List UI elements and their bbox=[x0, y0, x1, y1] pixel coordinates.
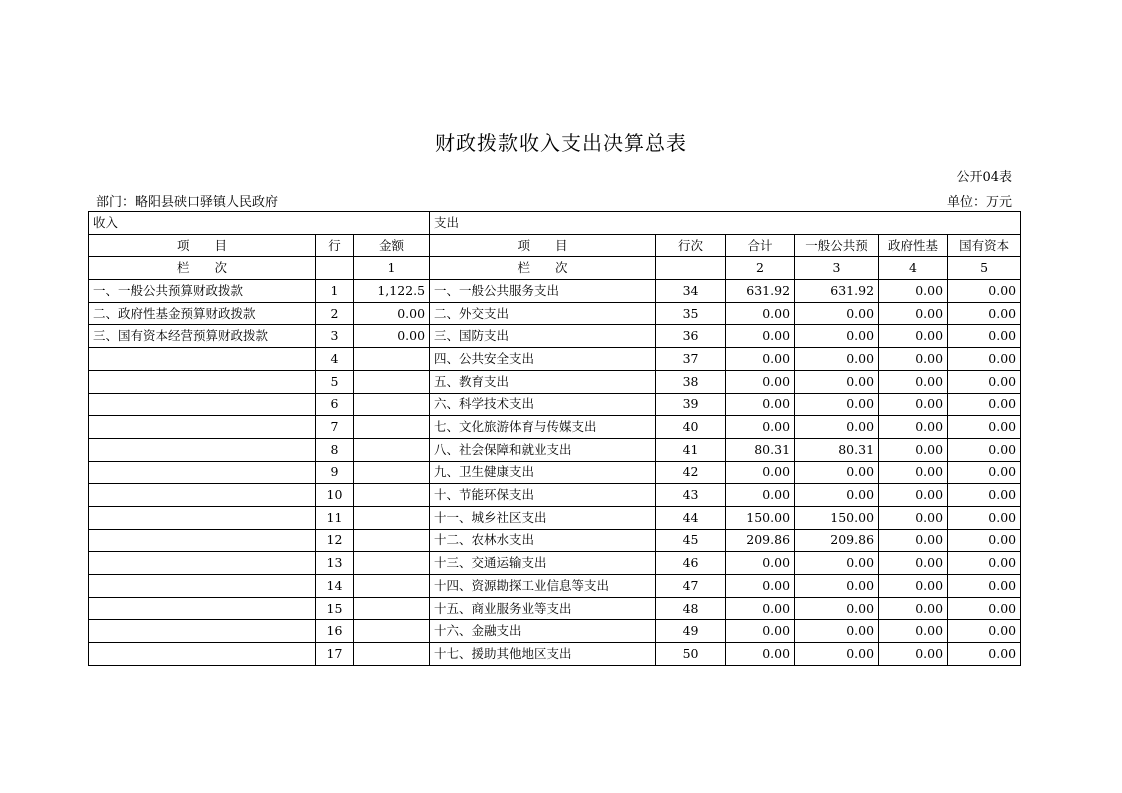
department-label: 部门：略阳县硖口驿镇人民政府 bbox=[96, 195, 279, 210]
expense-gov-fund: 0.00 bbox=[879, 325, 948, 348]
income-amount bbox=[354, 416, 430, 439]
expense-gov-fund: 0.00 bbox=[879, 506, 948, 529]
table-row bbox=[89, 325, 1021, 348]
income-amount: 0.00 bbox=[354, 325, 430, 348]
expense-gov-fund: 0.00 bbox=[879, 552, 948, 575]
expense-row-number: 50 bbox=[656, 643, 726, 666]
expense-general-budget: 0.00 bbox=[795, 302, 879, 325]
expense-state-capital: 0.00 bbox=[948, 325, 1021, 348]
lanci-state-capital: 5 bbox=[948, 257, 1021, 280]
expense-item: 十二、农林水支出 bbox=[430, 529, 656, 552]
income-amount: 0.00 bbox=[354, 302, 430, 325]
income-row-number: 13 bbox=[316, 552, 354, 575]
expense-general-budget: 0.00 bbox=[795, 370, 879, 393]
table-row bbox=[89, 484, 1021, 507]
expense-state-capital: 0.00 bbox=[948, 416, 1021, 439]
income-item bbox=[89, 552, 316, 575]
income-row-number: 8 bbox=[316, 438, 354, 461]
expense-row-number: 44 bbox=[656, 506, 726, 529]
income-item bbox=[89, 597, 316, 620]
table-row bbox=[89, 348, 1021, 371]
expense-total: 0.00 bbox=[726, 620, 795, 643]
expense-state-capital: 0.00 bbox=[948, 370, 1021, 393]
expense-total: 0.00 bbox=[726, 484, 795, 507]
lanci-exp-label: 栏 次 bbox=[430, 257, 656, 280]
expense-total: 0.00 bbox=[726, 597, 795, 620]
header-gov-fund: 政府性基 bbox=[879, 234, 948, 257]
table-row bbox=[89, 506, 1021, 529]
expense-state-capital: 0.00 bbox=[948, 348, 1021, 371]
table-row bbox=[89, 552, 1021, 575]
expense-total: 80.31 bbox=[726, 438, 795, 461]
expense-item: 十四、资源勘探工业信息等支出 bbox=[430, 575, 656, 598]
expense-state-capital: 0.00 bbox=[948, 643, 1021, 666]
page-title: 财政拨款收入支出决算总表 bbox=[435, 131, 687, 155]
income-row-number: 2 bbox=[316, 302, 354, 325]
expense-gov-fund: 0.00 bbox=[879, 461, 948, 484]
expense-row-number: 40 bbox=[656, 416, 726, 439]
income-amount bbox=[354, 643, 430, 666]
expense-state-capital: 0.00 bbox=[948, 438, 1021, 461]
income-amount bbox=[354, 575, 430, 598]
income-item bbox=[89, 461, 316, 484]
expense-item: 三、国防支出 bbox=[430, 325, 656, 348]
form-code: 公开04表 bbox=[956, 170, 1012, 185]
income-amount bbox=[354, 370, 430, 393]
expense-row-number: 45 bbox=[656, 529, 726, 552]
section-header-row bbox=[89, 212, 1021, 235]
table-row bbox=[89, 597, 1021, 620]
expense-gov-fund: 0.00 bbox=[879, 280, 948, 303]
income-row-number: 10 bbox=[316, 484, 354, 507]
income-amount bbox=[354, 506, 430, 529]
income-row-number: 7 bbox=[316, 416, 354, 439]
expense-row-number: 36 bbox=[656, 325, 726, 348]
income-item: 一、一般公共预算财政拨款 bbox=[89, 280, 316, 303]
income-row-number: 12 bbox=[316, 529, 354, 552]
expense-row-number: 49 bbox=[656, 620, 726, 643]
income-item bbox=[89, 348, 316, 371]
income-amount bbox=[354, 393, 430, 416]
income-item bbox=[89, 575, 316, 598]
expense-total: 0.00 bbox=[726, 643, 795, 666]
expense-total: 0.00 bbox=[726, 348, 795, 371]
expense-general-budget: 209.86 bbox=[795, 529, 879, 552]
income-amount bbox=[354, 461, 430, 484]
lanci-row-empty bbox=[316, 257, 354, 280]
header-amount: 金额 bbox=[354, 234, 430, 257]
expense-row-number: 46 bbox=[656, 552, 726, 575]
lanci-total: 2 bbox=[726, 257, 795, 280]
table-row bbox=[89, 529, 1021, 552]
expense-item: 一、一般公共服务支出 bbox=[430, 280, 656, 303]
expense-total: 0.00 bbox=[726, 325, 795, 348]
expense-item: 九、卫生健康支出 bbox=[430, 461, 656, 484]
table-row bbox=[89, 370, 1021, 393]
table-row bbox=[89, 280, 1021, 303]
expense-state-capital: 0.00 bbox=[948, 575, 1021, 598]
expense-row-number: 35 bbox=[656, 302, 726, 325]
expense-row-number: 48 bbox=[656, 597, 726, 620]
expense-gov-fund: 0.00 bbox=[879, 597, 948, 620]
expense-state-capital: 0.00 bbox=[948, 484, 1021, 507]
income-amount bbox=[354, 597, 430, 620]
header-row: 行 bbox=[316, 234, 354, 257]
income-row-number: 14 bbox=[316, 575, 354, 598]
expense-state-capital: 0.00 bbox=[948, 552, 1021, 575]
expense-general-budget: 0.00 bbox=[795, 461, 879, 484]
table-row bbox=[89, 575, 1021, 598]
table-row bbox=[89, 620, 1021, 643]
expense-item: 十七、援助其他地区支出 bbox=[430, 643, 656, 666]
expense-item: 六、科学技术支出 bbox=[430, 393, 656, 416]
expense-gov-fund: 0.00 bbox=[879, 529, 948, 552]
income-section-label: 收入 bbox=[89, 212, 430, 235]
expense-item: 四、公共安全支出 bbox=[430, 348, 656, 371]
expense-general-budget: 0.00 bbox=[795, 484, 879, 507]
expense-total: 0.00 bbox=[726, 552, 795, 575]
expense-state-capital: 0.00 bbox=[948, 529, 1021, 552]
expense-total: 631.92 bbox=[726, 280, 795, 303]
income-item bbox=[89, 416, 316, 439]
expense-item: 十、节能环保支出 bbox=[430, 484, 656, 507]
header-total: 合计 bbox=[726, 234, 795, 257]
income-row-number: 6 bbox=[316, 393, 354, 416]
column-header-row bbox=[89, 234, 1021, 257]
expense-item: 七、文化旅游体育与传媒支出 bbox=[430, 416, 656, 439]
expense-item: 八、社会保障和就业支出 bbox=[430, 438, 656, 461]
expense-total: 209.86 bbox=[726, 529, 795, 552]
expense-row-number: 38 bbox=[656, 370, 726, 393]
income-item bbox=[89, 393, 316, 416]
income-amount bbox=[354, 438, 430, 461]
header-exp-row: 行次 bbox=[656, 234, 726, 257]
income-row-number: 15 bbox=[316, 597, 354, 620]
header-item: 项 目 bbox=[89, 234, 316, 257]
income-row-number: 4 bbox=[316, 348, 354, 371]
header-state-capital: 国有资本 bbox=[948, 234, 1021, 257]
expense-state-capital: 0.00 bbox=[948, 280, 1021, 303]
expense-row-number: 43 bbox=[656, 484, 726, 507]
expense-gov-fund: 0.00 bbox=[879, 370, 948, 393]
expense-row-number: 39 bbox=[656, 393, 726, 416]
unit-label: 单位：万元 bbox=[946, 195, 1012, 210]
header-exp-item: 项 目 bbox=[430, 234, 656, 257]
expense-general-budget: 0.00 bbox=[795, 325, 879, 348]
expense-general-budget: 631.92 bbox=[795, 280, 879, 303]
expense-row-number: 37 bbox=[656, 348, 726, 371]
expense-state-capital: 0.00 bbox=[948, 302, 1021, 325]
expense-item: 十五、商业服务业等支出 bbox=[430, 597, 656, 620]
income-item bbox=[89, 506, 316, 529]
income-row-number: 3 bbox=[316, 325, 354, 348]
expense-general-budget: 150.00 bbox=[795, 506, 879, 529]
income-row-number: 17 bbox=[316, 643, 354, 666]
expense-state-capital: 0.00 bbox=[948, 597, 1021, 620]
income-row-number: 5 bbox=[316, 370, 354, 393]
income-amount bbox=[354, 620, 430, 643]
expense-state-capital: 0.00 bbox=[948, 393, 1021, 416]
table-row bbox=[89, 643, 1021, 666]
expense-row-number: 47 bbox=[656, 575, 726, 598]
expense-gov-fund: 0.00 bbox=[879, 302, 948, 325]
lanci-label: 栏 次 bbox=[89, 257, 316, 280]
expense-row-number: 41 bbox=[656, 438, 726, 461]
income-row-number: 1 bbox=[316, 280, 354, 303]
income-amount bbox=[354, 484, 430, 507]
lanci-exp-row-empty bbox=[656, 257, 726, 280]
table-row bbox=[89, 393, 1021, 416]
table-row bbox=[89, 302, 1021, 325]
income-item: 二、政府性基金预算财政拨款 bbox=[89, 302, 316, 325]
expense-general-budget: 0.00 bbox=[795, 643, 879, 666]
lanci-amount: 1 bbox=[354, 257, 430, 280]
expense-general-budget: 0.00 bbox=[795, 348, 879, 371]
expense-gov-fund: 0.00 bbox=[879, 393, 948, 416]
expense-total: 0.00 bbox=[726, 575, 795, 598]
expense-gov-fund: 0.00 bbox=[879, 484, 948, 507]
expense-row-number: 34 bbox=[656, 280, 726, 303]
lanci-row bbox=[89, 257, 1021, 280]
income-item bbox=[89, 643, 316, 666]
expense-gov-fund: 0.00 bbox=[879, 620, 948, 643]
expense-total: 0.00 bbox=[726, 461, 795, 484]
lanci-gov-fund: 4 bbox=[879, 257, 948, 280]
income-amount: 1,122.5 bbox=[354, 280, 430, 303]
expense-item: 十一、城乡社区支出 bbox=[430, 506, 656, 529]
expense-total: 0.00 bbox=[726, 302, 795, 325]
expense-total: 0.00 bbox=[726, 370, 795, 393]
income-amount bbox=[354, 348, 430, 371]
expense-item: 十三、交通运输支出 bbox=[430, 552, 656, 575]
income-item: 三、国有资本经营预算财政拨款 bbox=[89, 325, 316, 348]
expense-total: 150.00 bbox=[726, 506, 795, 529]
expense-general-budget: 0.00 bbox=[795, 416, 879, 439]
expense-section-label: 支出 bbox=[430, 212, 1021, 235]
income-item bbox=[89, 484, 316, 507]
expense-general-budget: 80.31 bbox=[795, 438, 879, 461]
expense-item: 五、教育支出 bbox=[430, 370, 656, 393]
table-row bbox=[89, 438, 1021, 461]
expense-general-budget: 0.00 bbox=[795, 620, 879, 643]
table-row bbox=[89, 416, 1021, 439]
income-row-number: 11 bbox=[316, 506, 354, 529]
budget-table bbox=[88, 211, 1021, 666]
income-item bbox=[89, 438, 316, 461]
expense-general-budget: 0.00 bbox=[795, 552, 879, 575]
expense-total: 0.00 bbox=[726, 416, 795, 439]
income-item bbox=[89, 370, 316, 393]
expense-gov-fund: 0.00 bbox=[879, 575, 948, 598]
expense-item: 十六、金融支出 bbox=[430, 620, 656, 643]
income-amount bbox=[354, 552, 430, 575]
table-row bbox=[89, 461, 1021, 484]
lanci-general: 3 bbox=[795, 257, 879, 280]
expense-gov-fund: 0.00 bbox=[879, 348, 948, 371]
expense-general-budget: 0.00 bbox=[795, 393, 879, 416]
expense-state-capital: 0.00 bbox=[948, 461, 1021, 484]
expense-state-capital: 0.00 bbox=[948, 506, 1021, 529]
header-general: 一般公共预 bbox=[795, 234, 879, 257]
expense-item: 二、外交支出 bbox=[430, 302, 656, 325]
income-row-number: 16 bbox=[316, 620, 354, 643]
expense-gov-fund: 0.00 bbox=[879, 643, 948, 666]
expense-row-number: 42 bbox=[656, 461, 726, 484]
expense-gov-fund: 0.00 bbox=[879, 438, 948, 461]
income-amount bbox=[354, 529, 430, 552]
income-item bbox=[89, 620, 316, 643]
income-item bbox=[89, 529, 316, 552]
expense-gov-fund: 0.00 bbox=[879, 416, 948, 439]
expense-state-capital: 0.00 bbox=[948, 620, 1021, 643]
expense-general-budget: 0.00 bbox=[795, 597, 879, 620]
expense-total: 0.00 bbox=[726, 393, 795, 416]
expense-general-budget: 0.00 bbox=[795, 575, 879, 598]
income-row-number: 9 bbox=[316, 461, 354, 484]
